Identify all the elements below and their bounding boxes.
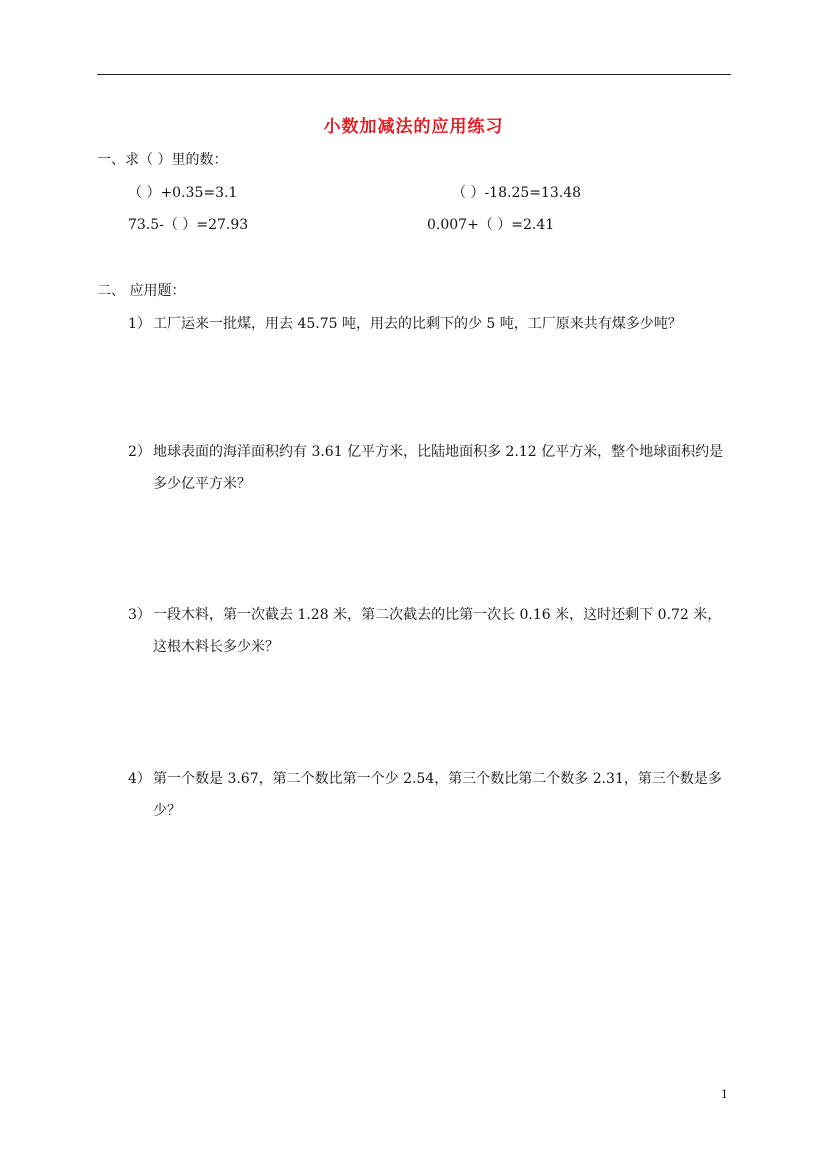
question-2-number: 2） bbox=[128, 444, 151, 460]
fill-blank-item-2: （ ）-18.25=13.48 bbox=[452, 185, 582, 201]
question-2-text: 地球表面的海洋面积约有 3.61 亿平方米，比陆地面积多 2.12 亿平方米，整个地球面积约是多少亿平方米？ bbox=[153, 444, 724, 492]
section1-heading: 一、求（ ）里的数： bbox=[97, 152, 228, 168]
question-3-text: 一段木料，第一次截去 1.28 米，第二次截去的比第一次长 0.16 米，这时还剩下 0.72 米，这根木料长多少米？ bbox=[153, 607, 722, 655]
header-rule bbox=[97, 74, 731, 75]
question-4-text: 第一个数是 3.67，第二个数比第一个少 2.54，第三个数比第二个数多 2.31，第三个数是多少？ bbox=[153, 771, 722, 819]
page-number: 1 bbox=[721, 1088, 728, 1101]
section2-heading: 二、 应用题： bbox=[97, 283, 186, 299]
question-1-number: 1） bbox=[128, 316, 151, 332]
fill-blank-item-4: 0.007+（ ）=2.41 bbox=[427, 217, 555, 233]
question-4-number: 4） bbox=[128, 771, 151, 787]
page-title: 小数加减法的应用练习 bbox=[323, 117, 504, 137]
question-1-text: 工厂运来一批煤，用去 45.75 吨，用去的比剩下的少 5 吨，工厂原来共有煤多少吨？ bbox=[153, 316, 682, 332]
fill-blank-item-1: （ ）+0.35=3.1 bbox=[128, 185, 238, 201]
question-3-number: 3） bbox=[128, 607, 151, 623]
fill-blank-item-3: 73.5-（ ）=27.93 bbox=[128, 217, 249, 233]
